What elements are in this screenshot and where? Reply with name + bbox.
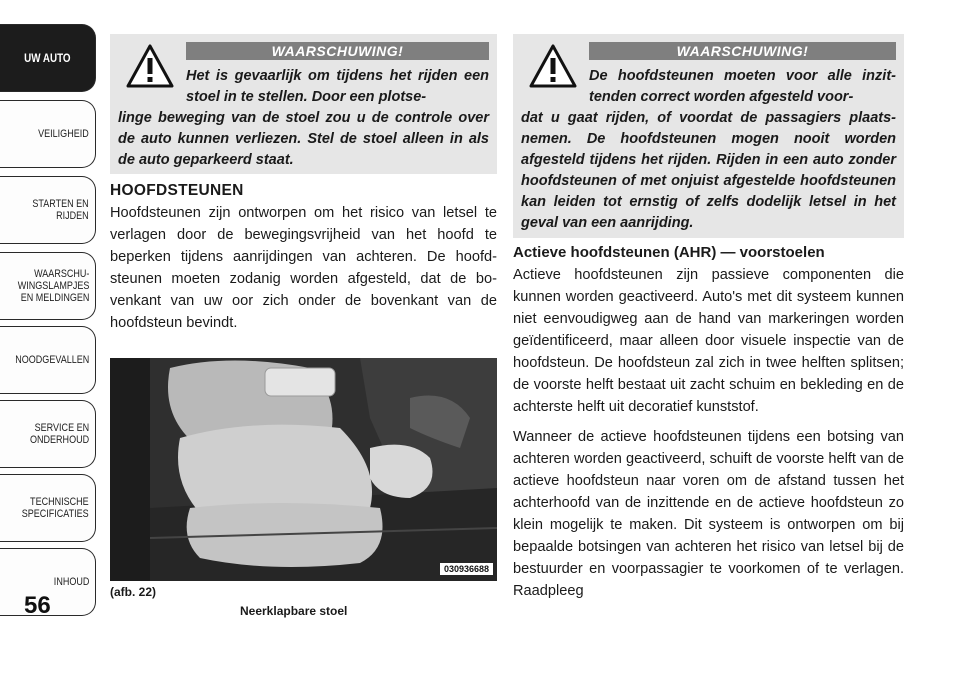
warning-triangle-icon [529, 44, 577, 88]
page-number: 56 [24, 592, 51, 619]
warning-triangle-icon [126, 44, 174, 88]
figure-code: 030936688 [440, 563, 493, 575]
tab-label: NOODGEVALLEN [14, 354, 89, 366]
tab-service-en-onderhoud[interactable] [0, 400, 96, 468]
tab-veiligheid[interactable] [0, 100, 96, 168]
body-paragraph: Wanneer de actieve hoofdsteunen tijdens een botsing van achteren worden geactiveerd, schuift de voorste helft van de actieve hoofdsteun naar voren om de afstand tussen het achterhoofd van de inzittende en de actieve hoofdsteun zo klein mogelijk te maken. Dit systeem is ontworpen om bij bepaalde botsingen van achteren het risico van letsel bij de bestuurder en voorpassagier te voorkomen of te verlagen. Raadpleeg [513, 429, 904, 599]
tab-label: UW AUTO [24, 51, 71, 65]
warning-text-rest: linge beweging van de stoel zou u de controle over de auto kunnen verliezen. Stel de stoel alleen in als de auto geparkeerd staat. [118, 110, 489, 168]
tab-uw-auto[interactable] [0, 24, 96, 92]
tab-label: STARTEN EN RIJDEN [32, 198, 89, 222]
figure-caption: Neerklapbare stoel [240, 604, 348, 618]
warning-title: WAARSCHUWING! [186, 42, 489, 60]
figure-foldable-seat [110, 358, 497, 581]
tab-label: SERVICE EN ONDERHOUD [29, 422, 89, 446]
tab-waarschuwingslampjes[interactable] [0, 252, 96, 320]
warning-title: WAARSCHUWING! [589, 42, 896, 60]
warning-box-seat [110, 34, 497, 174]
tab-label: INHOUD [53, 576, 89, 588]
warning-text-rest: dat u gaat rijden, of voordat de passagiers plaatsnemen. De hoofdsteunen mogen nooit worden afgesteld tijdens het rijden. Rijden in een auto zonder hoofdsteunen of met onjuist afgestelde hoofdsteunen kan leiden tot ernstig of zelfs dodelijk letsel in het geval van een aanrijding. [521, 110, 896, 231]
tab-label: TECHNISCHE SPECIFICATIES [22, 496, 89, 520]
right-column [513, 242, 904, 610]
body-paragraph: Hoofdsteunen zijn ontworpen om het risico van letsel te verlagen door de bewegingsvrijheid van het hoofd te beperken tijdens aanrijdingen van achteren. De hoofdsteunen moeten zodanig worden afgesteld, dat de bovenkant van uw oor zich onder de bovenkant van de hoofdsteun bevindt. [110, 205, 497, 331]
tab-label: VEILIGHEID [38, 128, 89, 140]
tab-noodgevallen[interactable] [0, 326, 96, 394]
section-heading: Actieve hoofdsteunen (AHR) — voorstoelen [513, 244, 825, 261]
seat-illustration [110, 358, 497, 581]
warning-text-lead: Het is gevaarlijk om tijdens het rijden een stoel in te stellen. Door een plotse- [186, 68, 489, 105]
warning-text-lead: De hoofdsteunen moeten voor alle inzittenden correct worden afgesteld voor- [589, 68, 896, 105]
warning-text [521, 66, 896, 234]
tab-starten-en-rijden[interactable] [0, 176, 96, 244]
left-column [110, 180, 497, 342]
section-heading: HOOFDSTEUNEN [110, 182, 244, 199]
warning-box-headrests [513, 34, 904, 238]
figure-reference: (afb. 22) [110, 585, 157, 599]
tab-label: WAARSCHU- WINGSLAMPJES EN MELDINGEN [17, 268, 89, 304]
tab-technische-specificaties[interactable] [0, 474, 96, 542]
body-paragraph: Actieve hoofdsteunen zijn passieve componenten die kunnen worden geactiveerd. Auto's met dit systeem kunnen niet eenvoudigweg aan de hand van markeringen worden geïdentificeerd, maar alleen door visuele inspectie van de hoofdsteun. De hoofdsteun zal zich in twee helften splitsen; de voorste helft bestaat uit zacht schuim en bekleding en de achterste helft uit decoratief kunststof. [513, 267, 904, 415]
